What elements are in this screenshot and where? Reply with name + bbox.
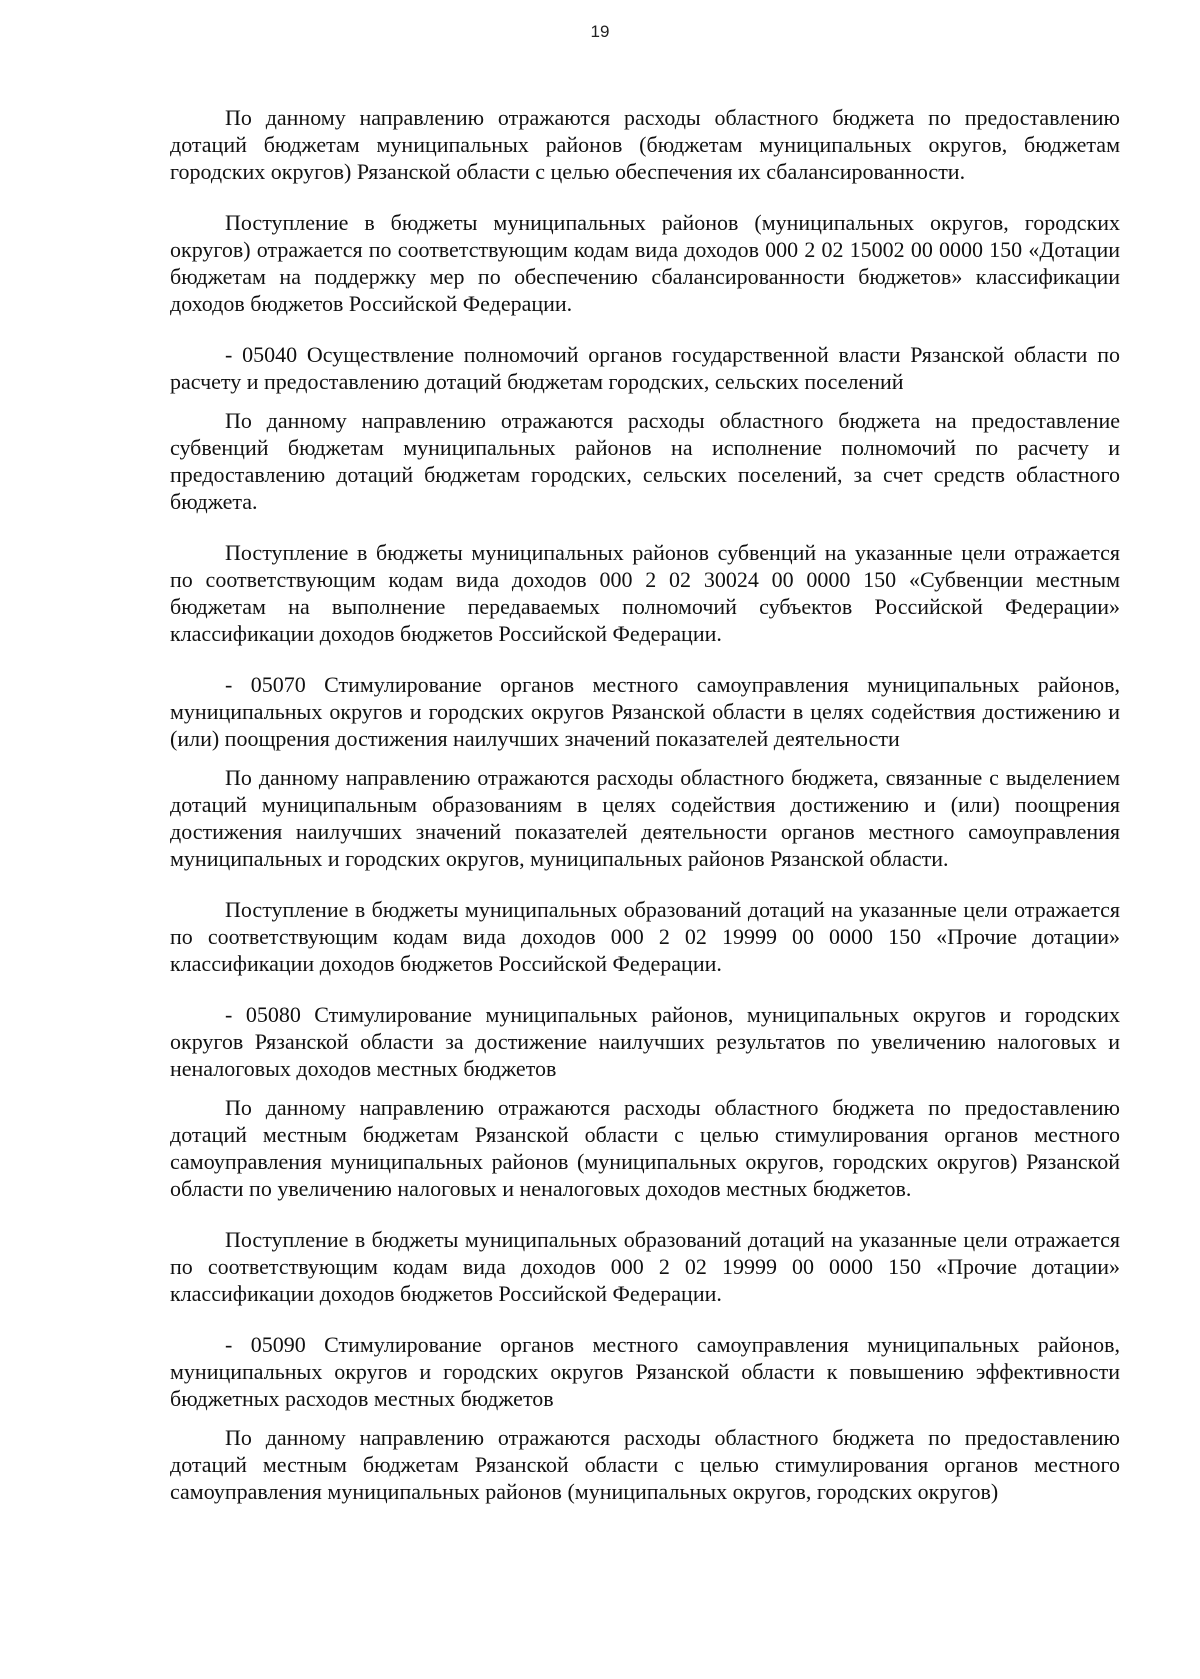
paragraph: Поступление в бюджеты муниципальных районов (муниципальных округов, городских округов) отражается по соответствующим кодам вида доходов 000 2 02 15002 00 0000 150 «Дотации бюджетам на поддержку мер по обеспечению сбалансированности бюджетов» классификации доходов бюджетов Российской Федерации.	[170, 210, 1120, 316]
page-number: 19	[590, 22, 610, 41]
paragraph: По данному направлению отражаются расходы областного бюджета, связанные с выделением дотаций муниципальным образованиям в целях содействия достижению и (или) поощрения достижения наилучших значений показателей деятельности органов местного самоуправления муниципальных и городских округов, муниципальных районов Рязанской области.	[170, 765, 1120, 871]
paragraph: Поступление в бюджеты муниципальных районов субвенций на указанные цели отражается по соответствующим кодам вида доходов 000 2 02 30024 00 0000 150 «Субвенции местным бюджетам на выполнение передаваемых полномочий субъектов Российской Федерации» классификации доходов бюджетов Российской Федерации.	[170, 540, 1120, 646]
paragraph: По данному направлению отражаются расходы областного бюджета по предоставлению дотаций местным бюджетам Рязанской области с целью стимулирования органов местного самоуправления муниципальных районов (муниципальных округов, городских округов) Рязанской области по увеличению налоговых и неналоговых доходов местных бюджетов.	[170, 1095, 1120, 1201]
paragraph: Поступление в бюджеты муниципальных образований дотаций на указанные цели отражается по соответствующим кодам вида доходов 000 2 02 19999 00 0000 150 «Прочие дотации» классификации доходов бюджетов Российской Федерации.	[170, 1227, 1120, 1306]
section-heading-05080: - 05080 Стимулирование муниципальных районов, муниципальных округов и городских округов Рязанской области за достижение наилучших результатов по увеличению налоговых и неналоговых доходов местных бюджетов	[170, 1002, 1120, 1081]
section-heading-05090: - 05090 Стимулирование органов местного самоуправления муниципальных районов, муниципальных округов и городских округов Рязанской области к повышению эффективности бюджетных расходов местных бюджетов	[170, 1332, 1120, 1411]
paragraph: По данному направлению отражаются расходы областного бюджета на предоставление субвенций бюджетам муниципальных районов на исполнение полномочий по расчету и предоставлению дотаций бюджетам городских, сельских поселений, за счет средств областного бюджета.	[170, 408, 1120, 514]
document-body	[170, 104, 1120, 1529]
paragraph: По данному направлению отражаются расходы областного бюджета по предоставлению дотаций местным бюджетам Рязанской области с целью стимулирования органов местного самоуправления муниципальных районов (муниципальных округов, городских округов)	[170, 1425, 1120, 1504]
paragraph: По данному направлению отражаются расходы областного бюджета по предоставлению дотаций бюджетам муниципальных районов (бюджетам муниципальных округов, бюджетам городских округов) Рязанской области с целью обеспечения их сбалансированности.	[170, 105, 1120, 184]
section-heading-05040: - 05040 Осуществление полномочий органов государственной власти Рязанской области по расчету и предоставлению дотаций бюджетам городских, сельских поселений	[170, 342, 1120, 394]
paragraph: Поступление в бюджеты муниципальных образований дотаций на указанные цели отражается по соответствующим кодам вида доходов 000 2 02 19999 00 0000 150 «Прочие дотации» классификации доходов бюджетов Российской Федерации.	[170, 897, 1120, 976]
section-heading-05070: - 05070 Стимулирование органов местного самоуправления муниципальных районов, муниципальных округов и городских округов Рязанской области в целях содействия достижению и (или) поощрения достижения наилучших значений показателей деятельности	[170, 672, 1120, 751]
